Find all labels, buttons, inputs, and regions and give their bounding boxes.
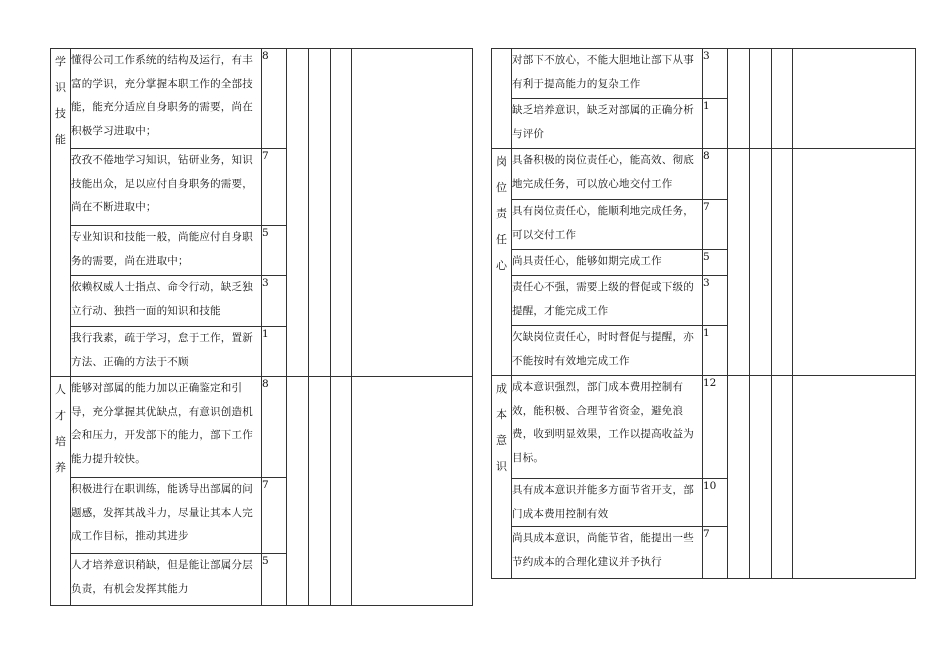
rating-cell[interactable] — [772, 376, 793, 579]
score-cell: 3 — [703, 49, 728, 99]
rating-cell[interactable] — [793, 49, 916, 149]
criteria-description: 对部下不放心，不能大胆地让部下从事有利于提高能力的复杂工作 — [512, 49, 703, 99]
score-cell: 5 — [262, 226, 287, 276]
criteria-description: 专业知识和技能一般，尚能应付自身职务的需要，尚在进取中； — [71, 226, 262, 276]
criteria-description: 责任心不强，需要上级的督促或下级的提醒，才能完成工作 — [512, 276, 703, 326]
score-cell: 12 — [703, 376, 728, 479]
rating-cell[interactable] — [728, 376, 750, 579]
criteria-description: 尚具成本意识，尚能节省，能提出一些节约成本的合理化建议并予执行 — [512, 527, 703, 579]
rating-cell[interactable] — [750, 376, 772, 579]
rating-cell[interactable] — [331, 49, 352, 377]
category-cell — [51, 49, 71, 377]
score-cell: 5 — [262, 554, 287, 606]
score-cell: 8 — [703, 149, 728, 200]
criteria-description: 具备积极的岗位责任心，能高效、彻底地完成任务，可以放心地交付工作 — [512, 149, 703, 200]
score-cell: 1 — [262, 327, 287, 377]
category-label: 岗 位 责 任 心 — [496, 155, 507, 272]
score-cell: 7 — [703, 527, 728, 579]
score-cell: 8 — [262, 377, 287, 478]
rating-cell[interactable] — [309, 49, 331, 377]
left-evaluation-table — [50, 48, 473, 606]
score-cell: 10 — [703, 479, 728, 527]
score-cell: 1 — [703, 99, 728, 149]
table-row — [51, 377, 473, 478]
category-label: 学 识 技 能 — [55, 55, 66, 146]
table-row — [492, 49, 916, 99]
criteria-description: 能够对部属的能力加以正确鉴定和引导，充分掌握其优缺点，有意识创造机会和压力，开发部下的能力，部下工作能力提升较快。 — [71, 377, 262, 478]
table-row — [51, 49, 473, 149]
score-cell: 7 — [703, 200, 728, 250]
right-evaluation-table — [491, 48, 916, 579]
criteria-description: 依赖权威人士指点、命令行动，缺乏独立行动、独挡一面的知识和技能 — [71, 276, 262, 327]
rating-cell[interactable] — [793, 376, 916, 579]
score-cell: 3 — [262, 276, 287, 327]
category-label: 成 本 意 识 — [496, 382, 507, 473]
rating-cell[interactable] — [352, 377, 473, 606]
rating-cell[interactable] — [772, 149, 793, 376]
criteria-description: 成本意识强烈，部门成本费用控制有效，能积极、合理节省资金，避免浪费，收到明显效果，工作以提高收益为目标。 — [512, 376, 703, 479]
criteria-description: 尚具责任心，能够如期完成工作 — [512, 250, 703, 276]
criteria-description: 缺乏培养意识，缺乏对部属的正确分析与评价 — [512, 99, 703, 149]
category-cell — [492, 149, 512, 376]
rating-cell[interactable] — [728, 149, 750, 376]
rating-cell[interactable] — [331, 377, 352, 606]
criteria-description: 欠缺岗位责任心，时时督促与提醒，亦不能按时有效地完成工作 — [512, 326, 703, 376]
score-cell: 1 — [703, 326, 728, 376]
category-cell — [51, 377, 71, 606]
rating-cell[interactable] — [750, 49, 772, 149]
criteria-description: 具有成本意识并能多方面节省开支，部门成本费用控制有效 — [512, 479, 703, 527]
rating-cell[interactable] — [750, 149, 772, 376]
rating-cell[interactable] — [772, 49, 793, 149]
category-cell — [492, 49, 512, 149]
criteria-description: 孜孜不倦地学习知识，钻研业务，知识技能出众，足以应付自身职务的需要，尚在不断进取中； — [71, 149, 262, 226]
score-cell: 5 — [703, 250, 728, 276]
rating-cell[interactable] — [728, 49, 750, 149]
score-cell: 3 — [703, 276, 728, 326]
score-cell: 8 — [262, 49, 287, 149]
category-cell — [492, 376, 512, 579]
rating-cell[interactable] — [309, 377, 331, 606]
score-cell: 7 — [262, 478, 287, 554]
criteria-description: 我行我素，疏于学习，怠于工作，置新方法、正确的方法于不顾 — [71, 327, 262, 377]
rating-cell[interactable] — [287, 377, 309, 606]
rating-cell[interactable] — [287, 49, 309, 377]
criteria-description: 人才培养意识稍缺，但是能让部属分层负责，有机会发挥其能力 — [71, 554, 262, 606]
category-label: 人 才 培 养 — [55, 383, 66, 474]
table-row — [492, 149, 916, 200]
rating-cell[interactable] — [793, 149, 916, 376]
score-cell: 7 — [262, 149, 287, 226]
criteria-description: 懂得公司工作系统的结构及运行，有丰富的学识，充分掌握本职工作的全部技能，能充分适应自身职务的需要，尚在积极学习进取中； — [71, 49, 262, 149]
criteria-description: 具有岗位责任心，能顺利地完成任务，可以交付工作 — [512, 200, 703, 250]
table-row — [492, 376, 916, 479]
criteria-description: 积极进行在职训练，能诱导出部属的问题感，发挥其战斗力，尽量让其本人完成工作目标，推动其进步 — [71, 478, 262, 554]
rating-cell[interactable] — [352, 49, 473, 377]
